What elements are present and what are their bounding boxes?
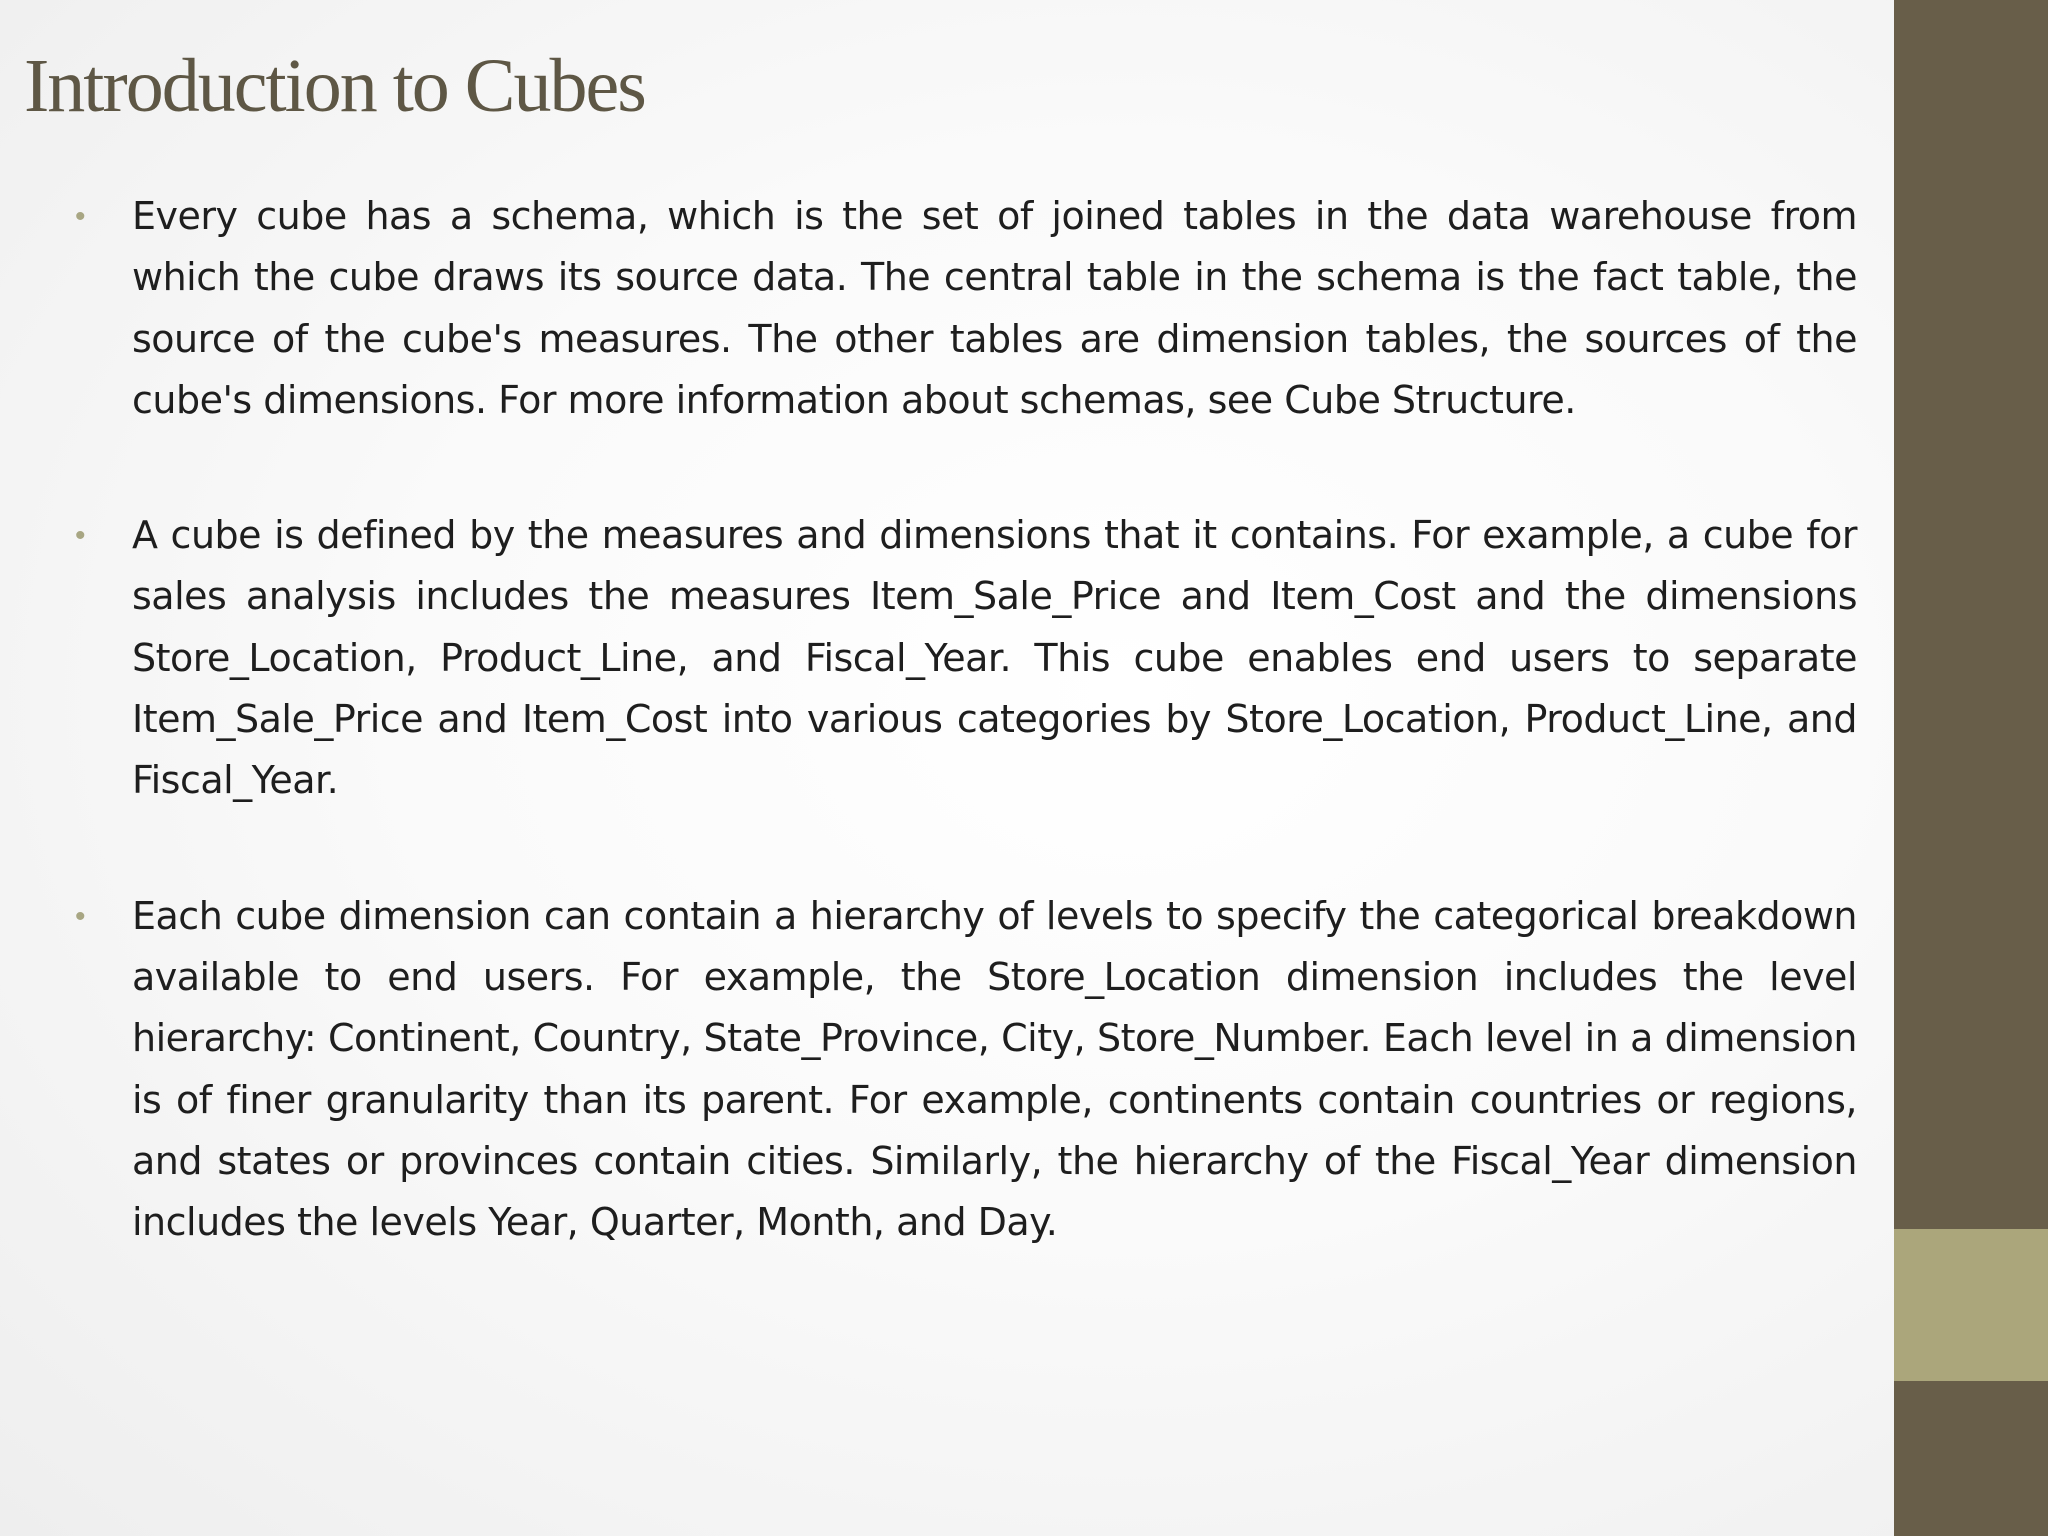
bullet-text: A cube is defined by the measures and dimensions that it contains. For example, a cube for sales analysis includes the measures Item_Sale_Price and Item_Cost and the dimensions Store_Location, Product_Line, and Fiscal_Year. This cube enables end users to separate Item_Sale_Price and Item_Cost into various categories by Store_Location, Product_Line, and Fiscal_Year. (132, 513, 1857, 803)
bullet-icon: • (75, 519, 86, 553)
bullet-icon: • (75, 200, 86, 233)
bullet-item-hierarchy (75, 886, 1857, 1254)
bullet-text: Each cube dimension can contain a hierarchy of levels to specify the categorical breakdown available to end users. For example, the Store_Location dimension includes the level hierarchy: Continent, Country, State_Province, City, Store_Number. Each level in a dimension is of finer granularity than its parent. For example, continents contain countries or regions, and states or provinces contain cities. Similarly, the hierarchy of the Fiscal_Year dimension includes the levels Year, Quarter, Month, and Day. (132, 893, 1857, 1245)
slide-title: Introduction to Cubes (24, 44, 645, 128)
bullet-item-measures (75, 505, 1857, 811)
bullet-icon: • (75, 899, 86, 933)
bullet-text: Every cube has a schema, which is the set of joined tables in the data warehouse from which the cube draws its source data. The central table in the schema is the fact table, the source of the cube's measures. The other tables are dimension tables, the sources of the cube's dimensions. For more information about schemas, see Cube Structure. (132, 194, 1857, 422)
bullet-list (75, 186, 1857, 1327)
bullet-item-schema (75, 186, 1857, 431)
side-accent-block (1894, 1229, 2048, 1381)
